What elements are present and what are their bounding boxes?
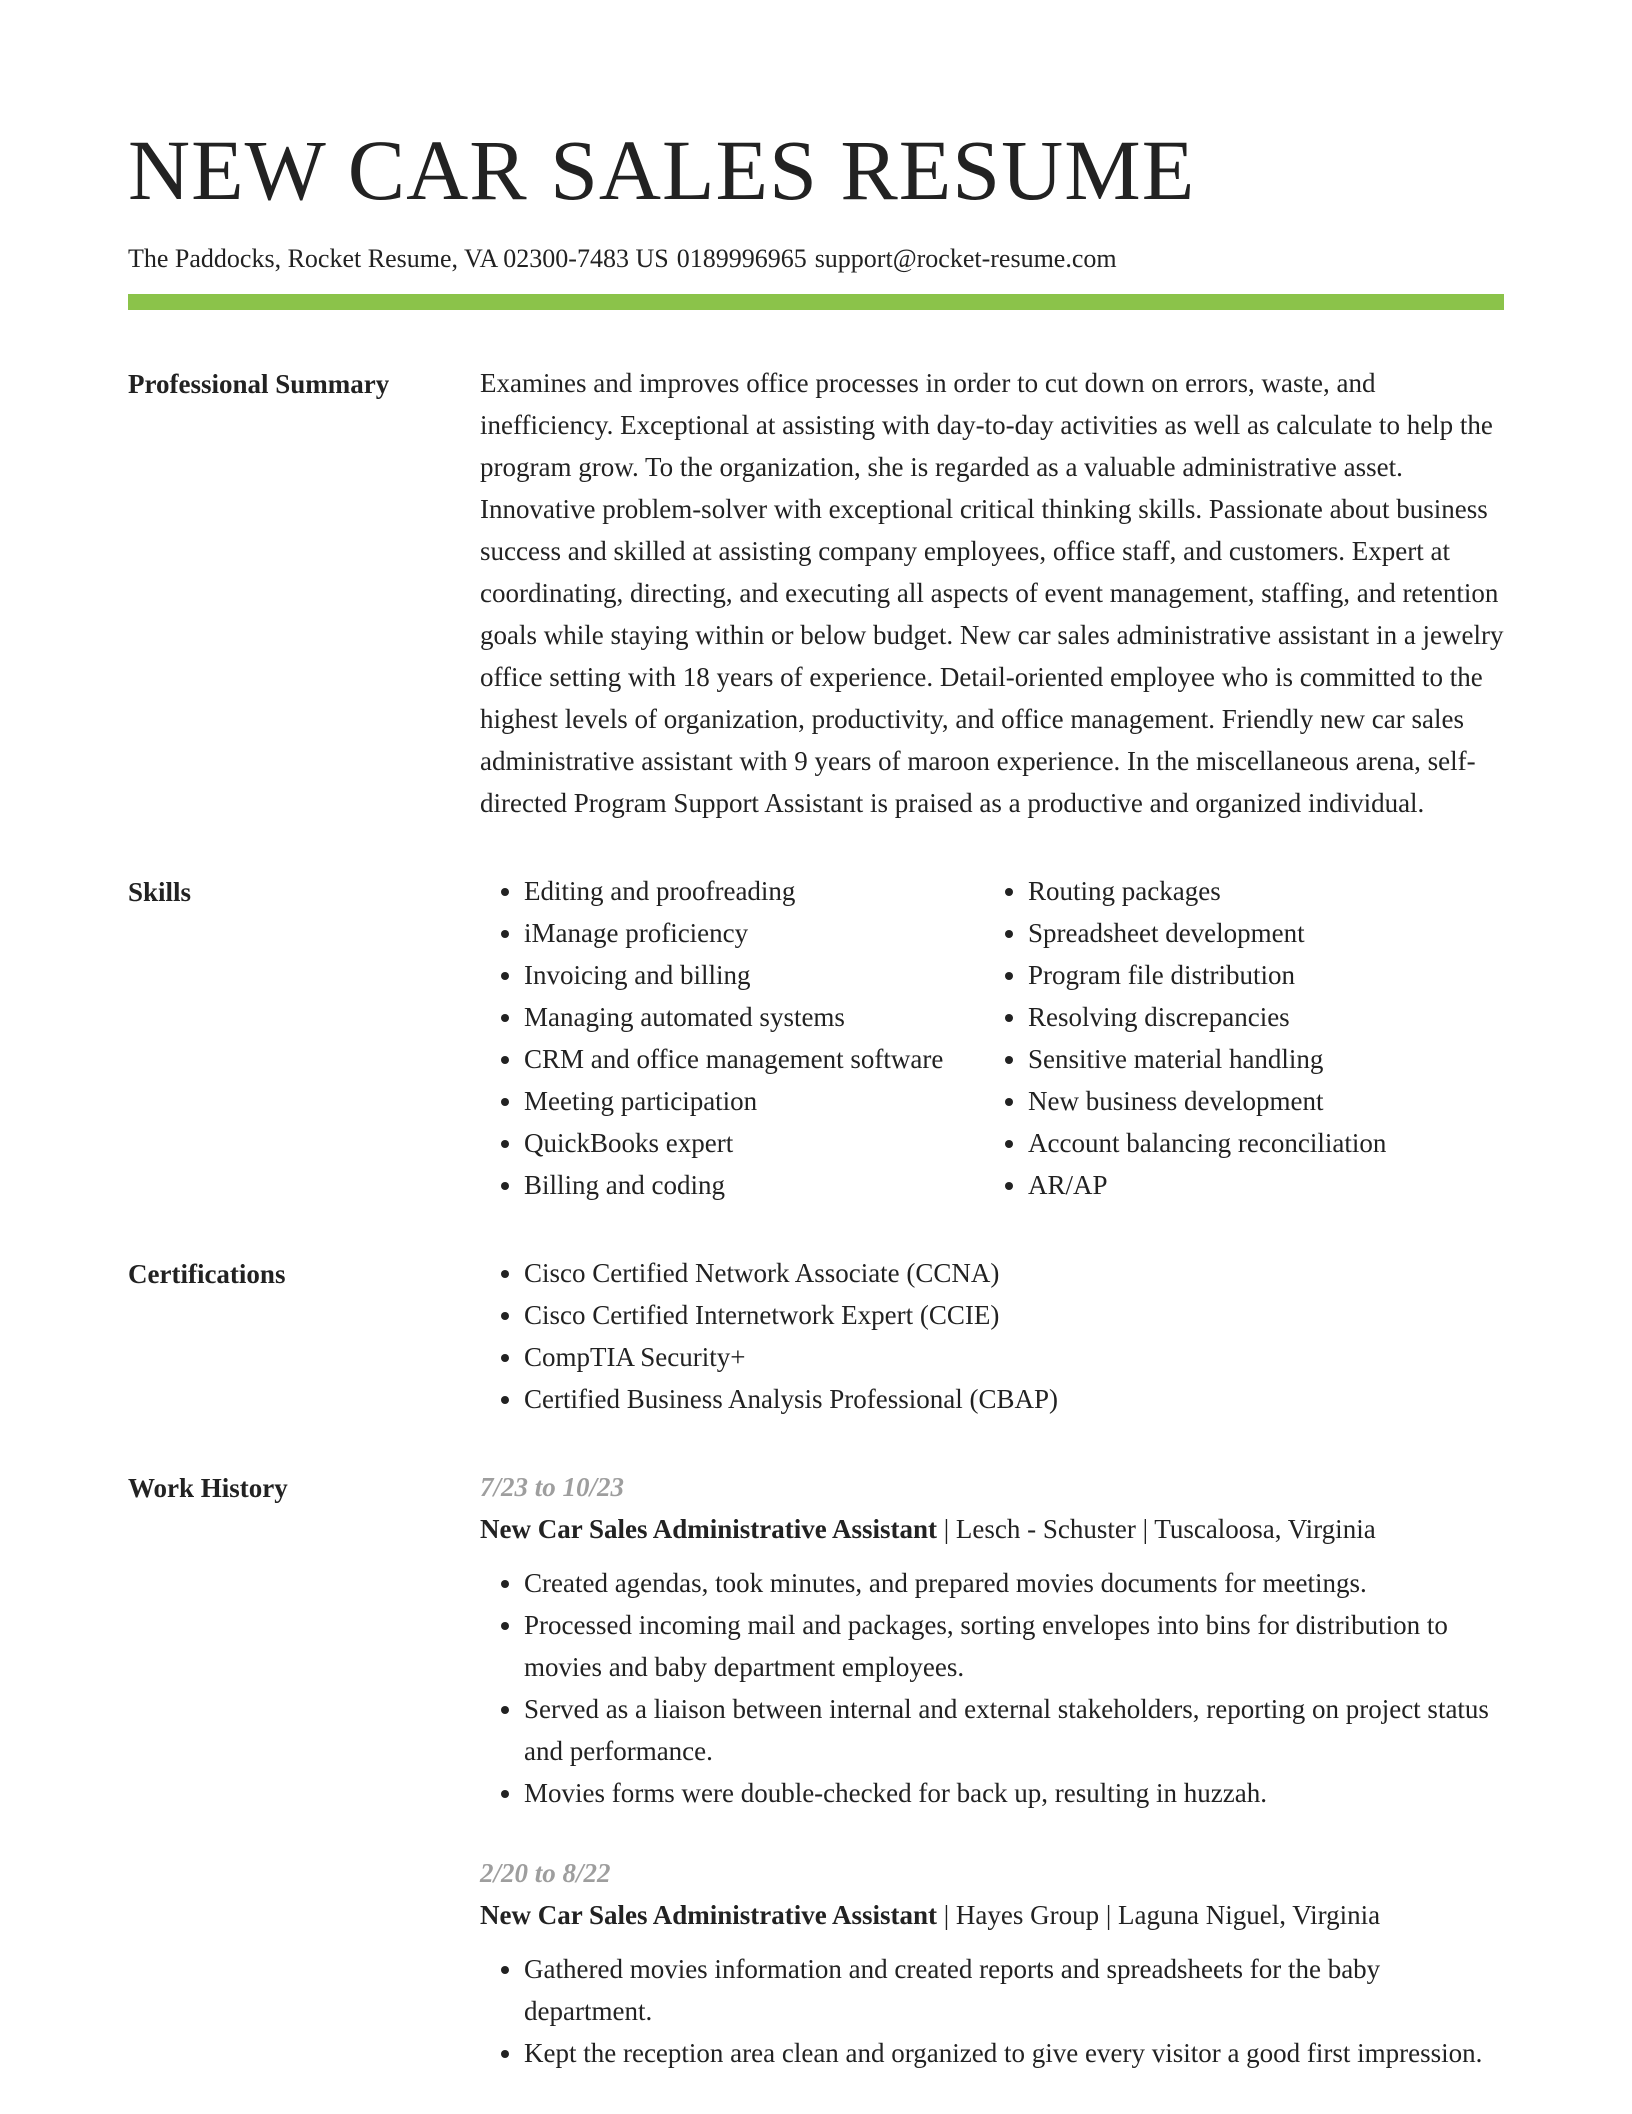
skill-item: • Sensitive material handling (1028, 1038, 1488, 1080)
skill-item: • Routing packages (1028, 870, 1488, 912)
job-duty-item: • Kept the reception area clean and organized to give every visitor a good first impression. (524, 2032, 1504, 2074)
job-company-location: | Hayes Group | Laguna Niguel, Virginia (937, 1900, 1381, 1930)
resume-page (128, 118, 1504, 2114)
job-company-location: | Lesch - Schuster | Tuscaloosa, Virginia (937, 1514, 1376, 1544)
skills-list-left (480, 870, 984, 1206)
skill-item: • Invoicing and billing (524, 954, 984, 996)
skill-item: • Account balancing reconciliation (1028, 1122, 1488, 1164)
job-duty-item: • Created agendas, took minutes, and prepared movies documents for meetings. (524, 1562, 1504, 1604)
certifications-list (480, 1252, 1504, 1420)
certification-item: • Cisco Certified Internetwork Expert (CCIE) (524, 1294, 1504, 1336)
skill-item: • CRM and office management software (524, 1038, 984, 1080)
contact-phone[interactable]: 0189996965 (676, 244, 807, 273)
contact-line (128, 242, 1504, 276)
resume-title: NEW CAR SALES RESUME (128, 122, 1196, 218)
job-duty-item: • Movies forms were double-checked for back up, resulting in huzzah. (524, 1772, 1504, 1814)
accent-divider (128, 294, 1504, 310)
skill-item: • Spreadsheet development (1028, 912, 1488, 954)
skill-item: • Program file distribution (1028, 954, 1488, 996)
certification-item: • Certified Business Analysis Professional (CBAP) (524, 1378, 1504, 1420)
job-title: New Car Sales Administrative Assistant (480, 1900, 938, 1930)
skill-item: • iManage proficiency (524, 912, 984, 954)
skills-section (128, 872, 1504, 1206)
summary-section (128, 364, 1504, 824)
skills-heading: Skills (128, 877, 192, 907)
contact-email[interactable]: support@rocket-resume.com (814, 244, 1117, 273)
certifications-section (128, 1254, 1504, 1420)
skills-list-right (984, 870, 1488, 1206)
skill-item: • Meeting participation (524, 1080, 984, 1122)
skill-item: • Managing automated systems (524, 996, 984, 1038)
job-duty-item: • Served as a liaison between internal and external stakeholders, reporting on project status and performance. (524, 1688, 1504, 1772)
work-history-heading: Work History (128, 1473, 288, 1503)
skills-grid (480, 872, 1504, 1206)
skill-item: • New business development (1028, 1080, 1488, 1122)
job-duty-item: • Gathered movies information and created reports and spreadsheets for the baby department. (524, 1948, 1504, 2032)
skill-item: • AR/AP (1028, 1164, 1488, 1206)
skill-item: • Billing and coding (524, 1164, 984, 1206)
job-dates: 2/20 to 8/22 (480, 1858, 611, 1888)
contact-address: The Paddocks, Rocket Resume, VA 02300-7483 US (128, 244, 669, 273)
certification-item: • Cisco Certified Network Associate (CCNA) (524, 1252, 1504, 1294)
job-duty-item: • Processed incoming mail and packages, sorting envelopes into bins for distribution to movies and baby department employees. (524, 1604, 1504, 1688)
job-duties (480, 1948, 1504, 2074)
job-dates: 7/23 to 10/23 (480, 1472, 625, 1502)
job-duties (480, 1562, 1504, 1814)
certification-item: • CompTIA Security+ (524, 1336, 1504, 1378)
job-entry (480, 1466, 1504, 1814)
job-title: New Car Sales Administrative Assistant (480, 1514, 938, 1544)
job-entry (480, 1852, 1504, 2074)
skill-item: • QuickBooks expert (524, 1122, 984, 1164)
skill-item: • Editing and proofreading (524, 870, 984, 912)
summary-text: Examines and improves office processes in order to cut down on errors, waste, and inefficiency. Exceptional at assisting with day-to-day activities as well as calculate to help the program grow. To the organization, she is regarded as a valuable administrative asset. Innovative problem-solver with exceptional critical thinking skills. Passionate about business success and skilled at assisting company employees, office staff, and customers. Expert at coordinating, directing, and executing all aspects of event management, staffing, and retention goals while staying within or below budget. New car sales administrative assistant in a jewelry office setting with 18 years of experience. Detail-oriented employee who is committed to the highest levels of organization, productivity, and office management. Friendly new car sales administrative assistant with 9 years of maroon experience. In the miscellaneous arena, self-directed Program Support Assistant is praised as a productive and organized individual. (480, 368, 1504, 818)
skill-item: • Resolving discrepancies (1028, 996, 1488, 1038)
work-history-section (128, 1468, 1504, 2114)
job-header (480, 1894, 1504, 1936)
summary-heading: Professional Summary (128, 369, 390, 399)
certifications-heading: Certifications (128, 1259, 286, 1289)
job-header (480, 1508, 1504, 1550)
